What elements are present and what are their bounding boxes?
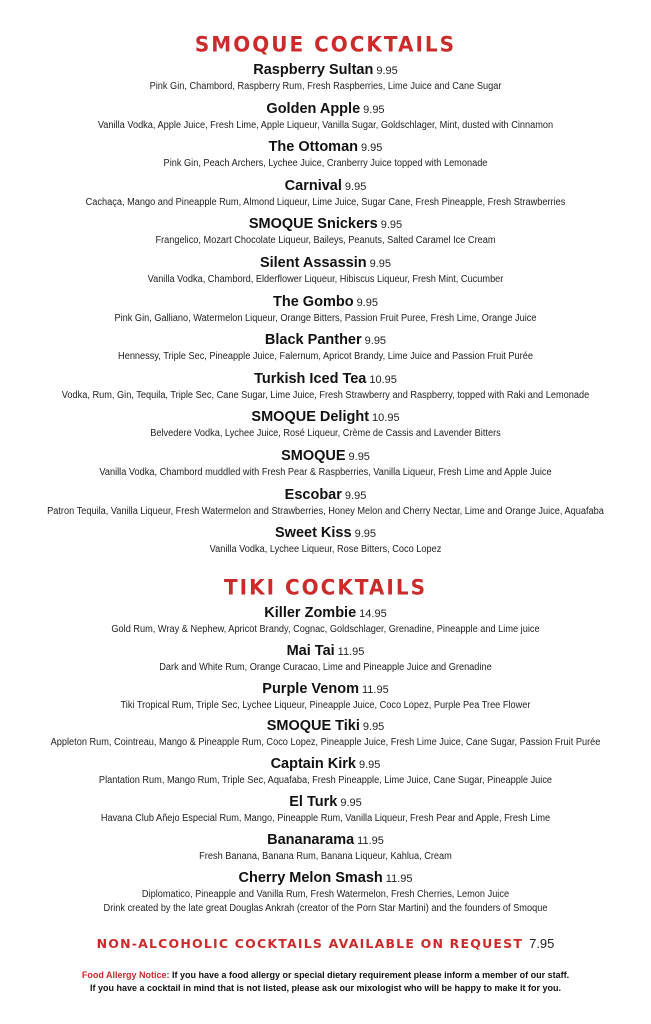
cocktail-ingredients: Pink Gin, Peach Archers, Lychee Juice, Cranberry Juice topped with Lemonade xyxy=(163,158,488,170)
cocktail-name: Sweet Kiss xyxy=(275,525,352,542)
cocktail-item xyxy=(0,524,651,563)
cocktail-ingredients: Diplomatico, Pineapple and Vanilla Rum, Fresh Watermelon, Fresh Cherries, Lemon Juice xyxy=(141,888,510,900)
cocktail-ingredients: Tiki Tropical Rum, Triple Sec, Lychee Liqueur, Pineapple Juice, Coco Lopez, Purple Pea Tree Flower xyxy=(120,699,531,711)
cocktail-item xyxy=(0,100,651,139)
cocktail-price: 9.95 xyxy=(348,450,370,463)
cocktail-name-line xyxy=(0,524,651,543)
cocktail-name: The Ottoman xyxy=(268,139,358,156)
cocktail-name-line xyxy=(0,61,651,80)
allergy-notice-lead: Food Allergy Notice: xyxy=(81,969,170,980)
cocktail-price: 9.95 xyxy=(369,257,392,270)
cocktail-item xyxy=(0,486,651,525)
cocktail-name: SMOQUE Delight xyxy=(251,409,370,426)
cocktail-ingredients: Cachaça, Mango and Pineapple Rum, Almond Liqueur, Lime Juice, Sugar Cane, Fresh Pineapple, Fresh Strawberries xyxy=(85,196,566,208)
cocktail-item xyxy=(0,254,651,293)
cocktail-item xyxy=(0,717,651,755)
cocktail-item xyxy=(0,215,651,254)
cocktail-name-line xyxy=(0,370,651,389)
allergy-notice-text: If you have a food allergy or special dietary requirement please inform a member of our staff. xyxy=(172,969,570,980)
cocktail-price: 9.95 xyxy=(356,296,378,309)
cocktail-ingredients: Dark and White Rum, Orange Curacao, Lime and Pineapple Juice and Grenadine xyxy=(159,661,492,673)
cocktail-item xyxy=(0,680,651,718)
cocktail-name: Golden Apple xyxy=(266,100,361,117)
cocktail-item xyxy=(0,793,651,831)
cocktail-price: 9.95 xyxy=(354,528,376,541)
cocktail-name-line xyxy=(0,293,651,312)
cocktail-name-line xyxy=(0,138,651,157)
cocktail-name: Escobar xyxy=(284,486,342,503)
cocktail-name: Raspberry Sultan xyxy=(253,62,374,78)
non-alcoholic-line xyxy=(0,935,651,953)
cocktail-item xyxy=(0,61,651,100)
cocktail-name-line xyxy=(0,793,651,812)
menu-sections xyxy=(0,30,651,921)
cocktail-ingredients: Gold Rum, Wray & Nephew, Apricot Brandy, Cognac, Goldschlager, Grenadine, Pineapple and Lime juice xyxy=(111,623,540,635)
cocktail-name-line xyxy=(0,254,651,273)
cocktail-price: 9.95 xyxy=(340,797,362,810)
cocktail-price: 14.95 xyxy=(359,607,387,620)
cocktail-name: SMOQUE xyxy=(281,447,346,464)
cocktail-price: 9.95 xyxy=(363,103,385,116)
cocktail-item xyxy=(0,447,651,486)
smoque-cocktails-section xyxy=(0,30,651,563)
cocktail-ingredients: Pink Gin, Chambord, Raspberry Rum, Fresh Raspberries, Lime Juice and Cane Sugar xyxy=(149,81,502,92)
cocktail-name: Carnival xyxy=(284,177,342,194)
allergy-notice-line-2: If you have a cocktail in mind that is not listed, please ask our mixologist who will be happy to make it for you. xyxy=(89,982,562,993)
cocktail-name-line xyxy=(0,486,651,505)
cocktail-name: Turkish Iced Tea xyxy=(254,370,367,387)
cocktail-name: Cherry Melon Smash xyxy=(238,869,383,886)
cocktail-name: Purple Venom xyxy=(262,680,359,697)
cocktail-price: 9.95 xyxy=(359,759,381,772)
cocktail-price: 10.95 xyxy=(372,412,400,425)
cocktail-price: 9.95 xyxy=(364,335,387,348)
cocktail-price: 10.95 xyxy=(369,373,397,386)
cocktail-price: 9.95 xyxy=(380,219,403,232)
cocktail-list xyxy=(0,61,651,563)
cocktail-ingredients: Appleton Rum, Cointreau, Mango & Pineapple Rum, Coco Lopez, Pineapple Juice, Fresh Lime Juice, Cane Sugar, Passion Fruit Purée xyxy=(50,737,601,749)
cocktail-name-line xyxy=(0,642,651,661)
allergy-notice-line-1 xyxy=(0,969,651,982)
cocktail-name-line xyxy=(0,331,651,350)
cocktail-price: 9.95 xyxy=(362,721,385,734)
cocktail-name: Captain Kirk xyxy=(270,756,356,773)
cocktail-ingredients: Patron Tequila, Vanilla Liqueur, Fresh Watermelon and Strawberries, Honey Melon and Cherry Nectar, Lime and Orange Juice, Aquafaba xyxy=(47,505,604,517)
cocktail-price: 11.95 xyxy=(357,835,384,848)
cocktail-price: 9.95 xyxy=(376,65,398,77)
cocktail-price: 11.95 xyxy=(385,872,413,885)
cocktail-ingredients: Fresh Banana, Banana Rum, Banana Liqueur, Kahlua, Cream xyxy=(199,851,452,863)
cocktail-item xyxy=(0,408,651,447)
cocktail-name-line xyxy=(0,604,651,623)
cocktail-name-line xyxy=(0,831,651,850)
cocktail-ingredients: Vanilla Vodka, Lychee Liqueur, Rose Bitters, Coco Lopez xyxy=(209,544,442,556)
cocktail-ingredients: Plantation Rum, Mango Rum, Triple Sec, Aquafaba, Fresh Pineapple, Lime Juice, Cane Sugar, Pineapple Juice xyxy=(98,775,553,787)
allergy-notice xyxy=(0,969,651,995)
cocktail-ingredients: Vanilla Vodka, Chambord muddled with Fresh Pear & Raspberries, Vanilla Liqueur, Fresh Lime and Apple Juice xyxy=(99,466,552,478)
cocktail-name-line xyxy=(0,717,651,736)
cocktail-item xyxy=(0,831,651,869)
cocktail-item xyxy=(0,293,651,332)
tiki-cocktails-section xyxy=(0,573,651,921)
cocktail-name: The Gombo xyxy=(273,293,354,310)
cocktail-name-line xyxy=(0,869,651,888)
cocktail-ingredients: Pink Gin, Galliano, Watermelon Liqueur, Orange Bitters, Passion Fruit Puree, Fresh Lime, Orange Juice xyxy=(114,312,537,324)
cocktail-ingredients: Vanilla Vodka, Apple Juice, Fresh Lime, Apple Liqueur, Vanilla Sugar, Goldschlager, Mint, dusted with Cinnamon xyxy=(97,119,554,131)
cocktail-item xyxy=(0,331,651,370)
cocktail-name: Killer Zombie xyxy=(264,604,357,621)
cocktail-price: 11.95 xyxy=(361,683,389,696)
cocktail-item xyxy=(0,370,651,409)
cocktail-ingredients: Havana Club Añejo Especial Rum, Mango, Pineapple Rum, Vanilla Liqueur, Fresh Pear and Apple, Fresh Lime xyxy=(100,813,551,825)
cocktail-item xyxy=(0,755,651,793)
cocktail-ingredients: Vodka, Rum, Gin, Tequila, Triple Sec, Cane Sugar, Lime Juice, Fresh Strawberry and Raspberry, topped with Raki and Lemonade xyxy=(61,389,590,401)
section-title: TIKI COCKTAILS xyxy=(224,574,427,600)
non-alcoholic-title: NON-ALCOHOLIC COCKTAILS AVAILABLE ON REQUEST xyxy=(96,935,524,951)
cocktail-name-line xyxy=(0,408,651,427)
cocktail-name: Black Panther xyxy=(264,332,362,349)
cocktail-name: El Turk xyxy=(289,794,338,811)
cocktail-name: Silent Assassin xyxy=(259,254,367,271)
cocktail-item xyxy=(0,642,651,680)
section-title: SMOQUE COCKTAILS xyxy=(194,31,457,57)
cocktail-price: 9.95 xyxy=(344,489,367,502)
cocktail-name-line xyxy=(0,100,651,119)
cocktail-name-line xyxy=(0,755,651,774)
cocktail-credit-note: Drink created by the late great Douglas Ankrah (creator of the Porn Star Martini) and the founders of Smoque xyxy=(103,902,548,914)
cocktail-name-line xyxy=(0,447,651,466)
cocktail-item xyxy=(0,869,651,921)
cocktail-item xyxy=(0,138,651,177)
cocktail-ingredients: Hennessy, Triple Sec, Pineapple Juice, Falernum, Apricot Brandy, Lime Juice and Passion Fruit Purée xyxy=(118,351,533,363)
cocktail-price: 9.95 xyxy=(361,142,383,155)
cocktail-price: 9.95 xyxy=(344,180,367,193)
cocktail-item xyxy=(0,604,651,642)
cocktail-price: 11.95 xyxy=(337,645,365,658)
cocktail-list xyxy=(0,604,651,921)
cocktail-name: Bananarama xyxy=(267,832,355,849)
cocktail-name-line xyxy=(0,680,651,699)
cocktail-name: Mai Tai xyxy=(286,642,335,659)
cocktail-ingredients: Vanilla Vodka, Chambord, Elderflower Liqueur, Hibiscus Liqueur, Fresh Mint, Cucumber xyxy=(147,273,504,285)
cocktail-item xyxy=(0,177,651,216)
cocktail-name: SMOQUE Snickers xyxy=(248,216,378,233)
non-alcoholic-price: 7.95 xyxy=(529,935,555,951)
cocktail-name-line xyxy=(0,177,651,196)
cocktail-ingredients: Frangelico, Mozart Chocolate Liqueur, Baileys, Peanuts, Salted Caramel Ice Cream xyxy=(155,235,496,247)
cocktail-name: SMOQUE Tiki xyxy=(266,718,360,735)
cocktail-ingredients: Belvedere Vodka, Lychee Juice, Rosé Liqueur, Crème de Cassis and Lavender Bitters xyxy=(150,428,501,440)
cocktail-name-line xyxy=(0,215,651,234)
